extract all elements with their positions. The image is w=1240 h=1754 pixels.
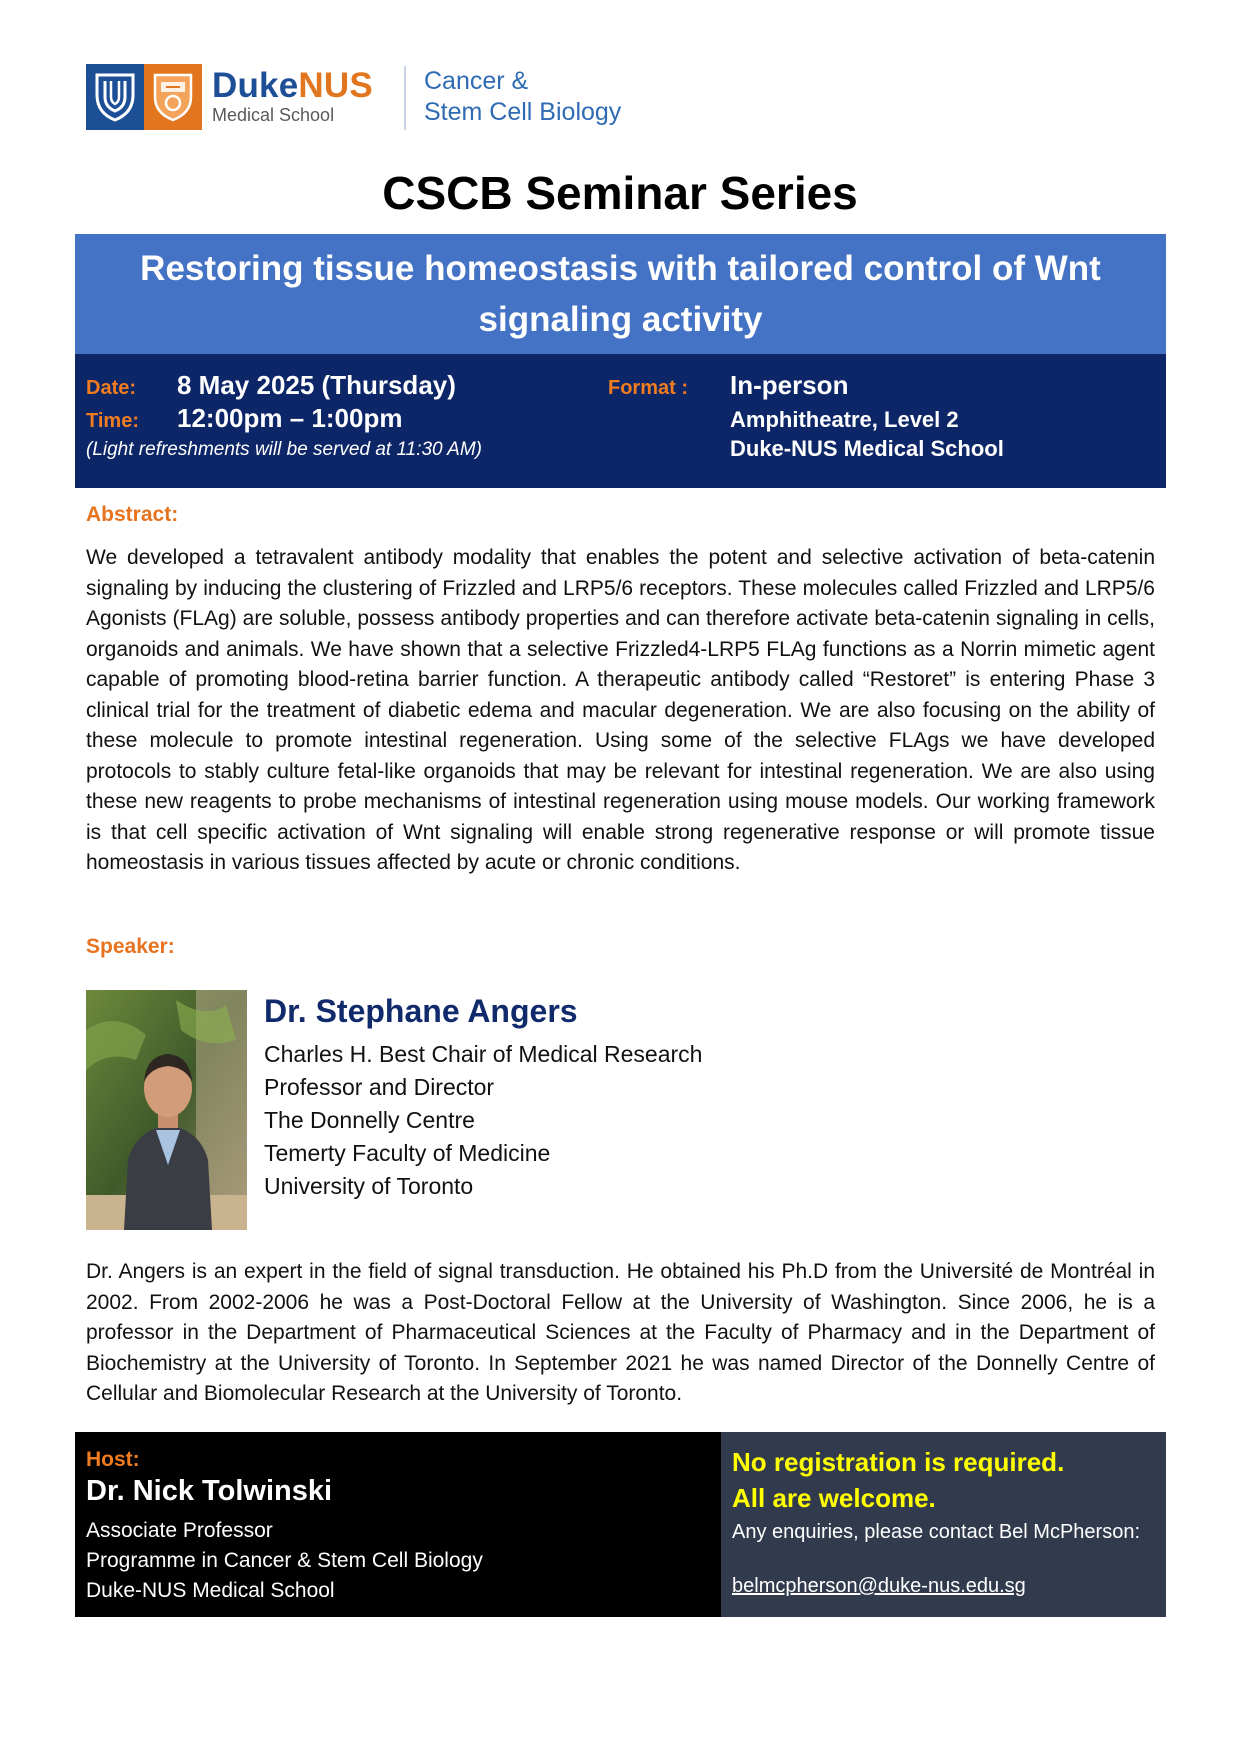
host-affiliations [86,1516,483,1606]
enquiry-text: Any enquiries, please contact Bel McPherson: [732,1521,1140,1543]
duke-nus-logo [86,64,373,130]
abstract-label: Abstract: [86,503,179,526]
refreshments-note: (Light refreshments will be served at 11:30 AM) [86,439,483,460]
speaker-name: Dr. Stephane Angers [264,993,578,1029]
speaker-label: Speaker: [86,935,175,958]
speaker-affiliation-line: The Donnelly Centre [264,1107,475,1133]
logo-subtitle: Medical School [212,105,335,125]
header-divider [404,66,406,130]
speaker-affiliations [264,1038,702,1203]
crest-icon [144,64,202,130]
date-value: 8 May 2025 (Thursday) [177,370,456,400]
abstract-text: We developed a tetravalent antibody modality that enables the potent and selective activation of beta-catenin signaling by inducing the clustering of Frizzled and LRP5/6 receptors. These molecules called Frizzled and LRP5/6 Agonists (FLAg) are soluble, possess antibody properties and can therefore activate beta-catenin signaling in cells, organoids and animals. We have shown that a selective Frizzled4-LRP5 FLAg functions as a Norrin mimetic agent capable of promoting blood-retina barrier function. A therapeutic antibody called “Restoret” is entering Phase 3 clinical trial for the treatment of diabetic edema and macular degeneration. We are also focusing on the ability of these molecule to promote intestinal regeneration. Using some of the selective FLAgs we have developed protocols to stably culture fetal-like organoids that may be relevant for intestinal regeneration. We are also using these new reagents to probe mechanisms of intestinal regeneration using mouse models. Our working framework is that cell specific activation of Wnt signaling will enable strong regenerative response or will promote tissue homeostasis in various tissues affected by acute or chronic conditions. [86,546,1155,874]
time-value: 12:00pm – 1:00pm [177,403,403,433]
series-title: CSCB Seminar Series [382,167,858,219]
registration-notice: No registration is required. All are welcome. [732,1447,1065,1513]
format-label: Format : [608,377,688,399]
speaker-bio: Dr. Angers is an expert in the field of signal transduction. He obtained his Ph.D from the Université de Montréal in 2002. From 2002-2006 he was a Post-Doctoral Fellow at the University of Washington. Since 2006, he is a professor in the Department of Pharmaceutical Sciences at the Faculty of Pharmacy and in the Department of Biochemistry at the University of Toronto. In September 2021 he was named Director of the Donnelly Centre of Cellular and Biomolecular Research at the University of Toronto. [86,1260,1155,1405]
venue-line-2: Duke-NUS Medical School [730,436,1004,461]
talk-title: Restoring tissue homeostasis with tailored control of Wnt signaling activity [140,249,1101,339]
registration-panel [721,1432,1166,1617]
shield-icon [86,64,144,130]
host-affiliation-line: Associate Professor [86,1519,273,1542]
event-info-band [75,354,1166,488]
speaker-affiliation-line: University of Toronto [264,1173,474,1199]
time-label: Time: [86,410,139,432]
host-affiliation-line: Programme in Cancer & Stem Cell Biology [86,1549,483,1572]
talk-title-band [75,234,1166,354]
host-panel [75,1432,721,1617]
speaker-affiliation-line: Charles H. Best Chair of Medical Research [264,1041,703,1067]
date-label: Date: [86,377,137,399]
host-affiliation-line: Duke-NUS Medical School [86,1579,335,1602]
contact-email-link[interactable]: belmcpherson@duke-nus.edu.sg [732,1575,1026,1597]
department-name: Cancer & Stem Cell Biology [424,67,622,126]
speaker-affiliation-line: Professor and Director [264,1074,495,1100]
venue-line-1: Amphitheatre, Level 2 [730,407,959,432]
host-label: Host: [86,1448,140,1471]
speaker-affiliation-line: Temerty Faculty of Medicine [264,1140,551,1166]
format-value: In-person [730,370,849,400]
logo-wordmark: DukeNUS [212,66,373,105]
host-name: Dr. Nick Tolwinski [86,1475,333,1507]
speaker-photo [86,990,247,1230]
